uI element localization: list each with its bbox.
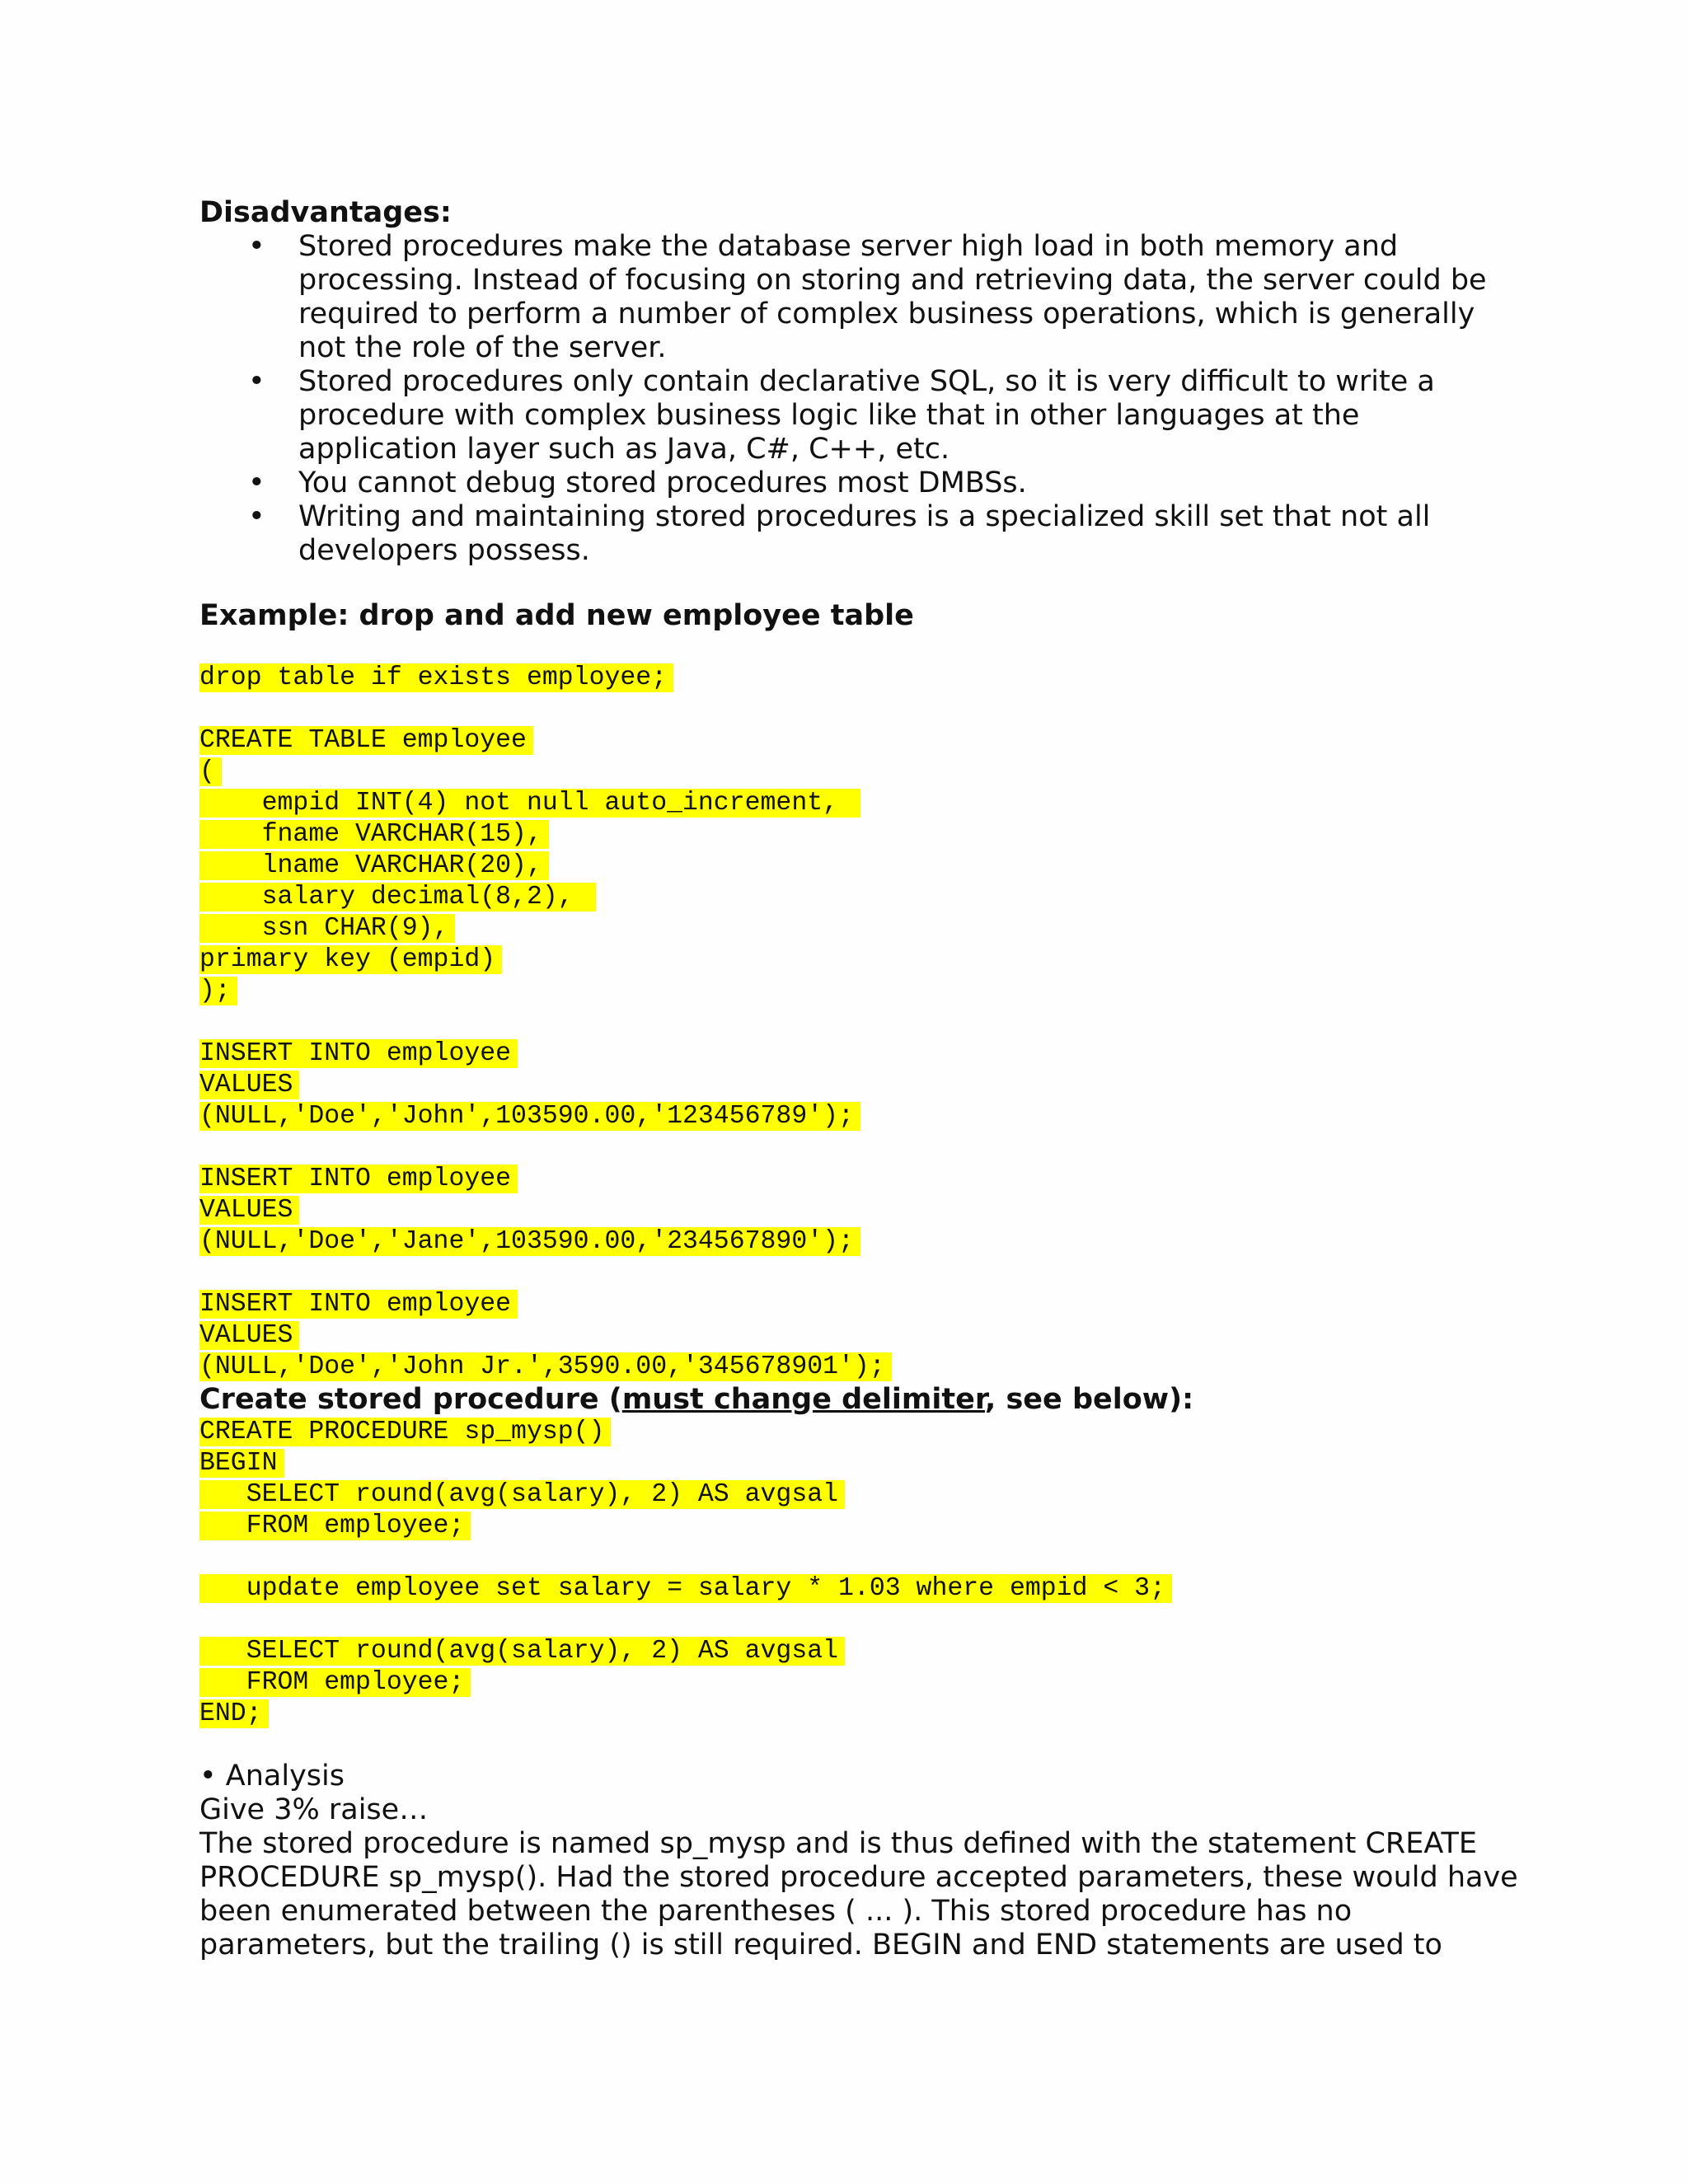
disadvantages-heading: Disadvantages:: [199, 196, 452, 229]
insert-code-1: [199, 1038, 1502, 1132]
code-line: (NULL,'Doe','Jane',103590.00,'234567890');: [199, 1227, 860, 1256]
paragraph-line: The stored procedure is named sp_mysp and is thus defined with the statement CREATE: [199, 1827, 1478, 1860]
code-line: fname VARCHAR(15),: [199, 820, 549, 849]
code-line: FROM employee;: [199, 1511, 471, 1540]
code-line: );: [199, 977, 237, 1005]
delimiter-note: must change delimiter: [621, 1383, 985, 1416]
insert-code-2: [199, 1164, 1502, 1258]
paragraph-line: parameters, but the trailing () is still required. BEGIN and END statements are used to: [199, 1929, 1442, 1961]
example-heading: Example: drop and add new employee table: [199, 599, 914, 632]
code-line: END;: [199, 1699, 269, 1728]
code-line: INSERT INTO employee: [199, 1290, 518, 1319]
code-line: (NULL,'Doe','John',103590.00,'123456789');: [199, 1102, 860, 1131]
insert-code-3: [199, 1289, 1502, 1383]
code-line: VALUES: [199, 1321, 299, 1350]
list-item: • Stored procedures make the database server high load in both memory and processing. Instead of focusing on storing and retrieving data, the server could be required to perform a number of complex business operations, which is generally not the role of the server.: [248, 230, 1487, 364]
list-item: • Stored procedures only contain declarative SQL, so it is very difficult to write a procedure with complex business logic like that in other languages at the application layer such as Java, C#, C++, etc.: [248, 365, 1435, 466]
code-line: VALUES: [199, 1071, 299, 1099]
create-table-code: [199, 725, 1502, 1007]
code-line: ssn CHAR(9),: [199, 914, 455, 943]
code-line: CREATE PROCEDURE sp_mysp(): [199, 1418, 611, 1446]
code-line: FROM employee;: [199, 1668, 471, 1697]
analysis-paragraph: [199, 1827, 1518, 1962]
document-content: [199, 196, 1518, 1962]
code-line: drop table if exists employee;: [199, 663, 673, 692]
code-line: BEGIN: [199, 1449, 284, 1478]
code-line: VALUES: [199, 1196, 299, 1225]
analysis-label: • Analysis: [199, 1760, 345, 1793]
code-line: lname VARCHAR(20),: [199, 851, 549, 880]
drop-table-code: [199, 663, 1502, 694]
code-line: primary key (empid): [199, 945, 502, 974]
code-line: update employee set salary = salary * 1.03 where empid < 3;: [199, 1574, 1172, 1603]
disadvantages-list: [199, 230, 1502, 568]
code-line: SELECT round(avg(salary), 2) AS avgsal: [199, 1637, 845, 1666]
procedure-code-begin: [199, 1417, 1502, 1542]
update-code: [199, 1573, 1502, 1605]
procedure-heading: Create stored procedure (must change delimiter, see below):: [199, 1383, 1194, 1416]
bullet-icon: •: [248, 365, 265, 398]
code-line: (: [199, 757, 222, 786]
code-line: INSERT INTO employee: [199, 1039, 518, 1068]
paragraph-line: been enumerated between the parentheses ( ... ). This stored procedure has no: [199, 1895, 1353, 1928]
code-line: empid INT(4) not null auto_increment,: [199, 789, 860, 818]
code-line: (NULL,'Doe','John Jr.',3590.00,'345678901');: [199, 1352, 892, 1381]
list-item: • You cannot debug stored procedures most DMBSs.: [248, 466, 1027, 499]
bullet-icon: •: [248, 230, 265, 263]
bullet-icon: •: [248, 466, 265, 499]
paragraph-line: PROCEDURE sp_mysp(). Had the stored procedure accepted parameters, these would have: [199, 1861, 1518, 1894]
analysis-subtitle: Give 3% raise…: [199, 1793, 429, 1826]
code-line: salary decimal(8,2),: [199, 883, 596, 912]
code-line: CREATE TABLE employee: [199, 726, 533, 755]
code-line: INSERT INTO employee: [199, 1165, 518, 1193]
procedure-code-end: [199, 1636, 1502, 1730]
list-item: • Writing and maintaining stored procedures is a specialized skill set that not all developers possess.: [248, 500, 1431, 567]
code-line: SELECT round(avg(salary), 2) AS avgsal: [199, 1480, 845, 1509]
bullet-icon: •: [248, 500, 265, 533]
